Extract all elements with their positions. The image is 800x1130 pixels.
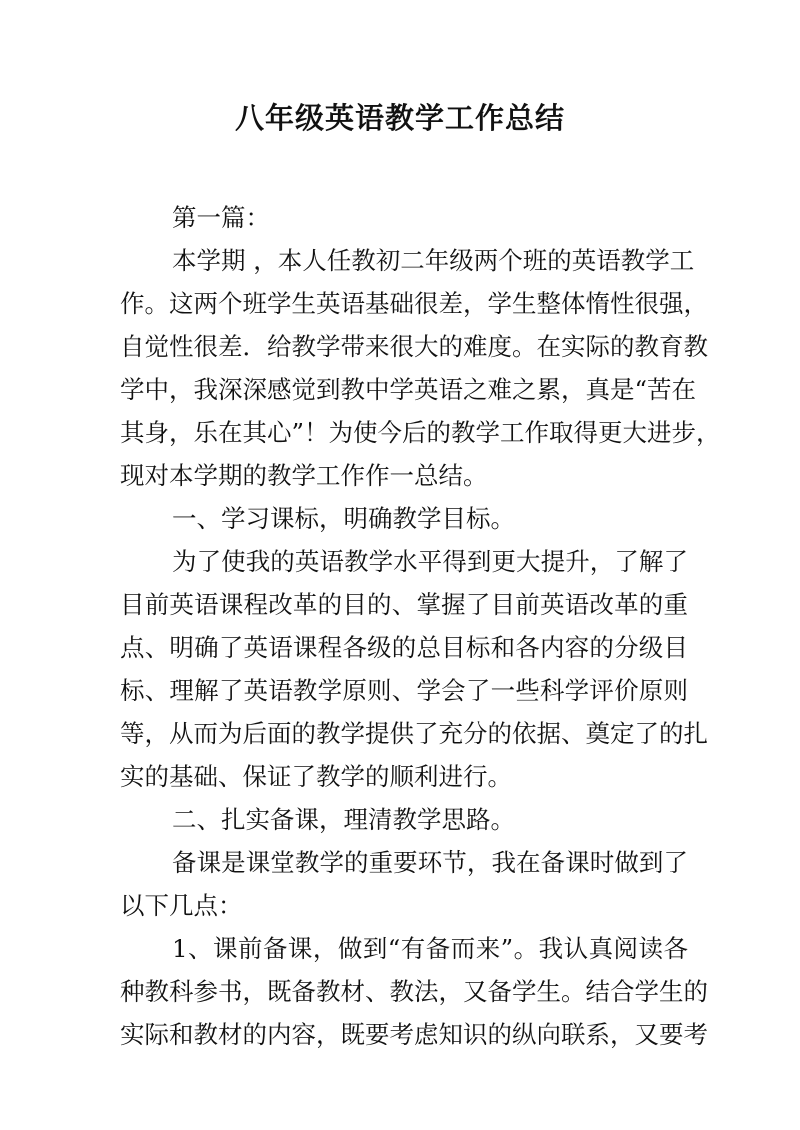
page-title: 八年级英语教学工作总结 [234, 101, 565, 135]
text-line: 备课是课堂教学的重要环节，我在备课时做到了 [172, 848, 688, 877]
text-line: 为了使我的英语教学水平得到更大提升，了解了 [172, 547, 688, 576]
section-heading: 二、扎实备课，理清教学思路。 [172, 805, 515, 834]
text-line: 现对本学期的教学工作作一总结。 [120, 461, 488, 490]
text-line: 实际和教材的内容，既要考虑知识的纵向联系，又要考 [120, 1020, 708, 1049]
text-line: 1、课前备课，做到“有备而来”。我认真阅读各 [172, 934, 688, 963]
text-line: 本学期 ，本人任教初二年级两个班的英语教学工 [172, 246, 695, 275]
document-body [120, 196, 721, 1056]
text-line: 标、理解了英语教学原则、学会了一些科学评价原则 [120, 676, 688, 705]
text-line: 作。这两个班学生英语基础很差，学生整体惰性很强， [120, 289, 708, 318]
text-line: 实的基础、保证了教学的顺利进行。 [120, 762, 512, 791]
text-line: 目前英语课程改革的目的、掌握了目前英语改革的重 [120, 590, 688, 619]
text-line: 以下几点： [120, 891, 243, 920]
text-line: 学中，我深深感觉到教中学英语之难之累，真是“苦在 [120, 375, 697, 404]
text-line: 等，从而为后面的教学提供了充分的依据、奠定了的扎 [120, 719, 708, 748]
section-heading: 一、学习课标，明确教学目标。 [172, 504, 515, 533]
text-line: 点、明确了英语课程各级的总目标和各内容的分级目 [120, 633, 688, 662]
text-line: 自觉性很差．给教学带来很大的难度。在实际的教育教 [120, 332, 708, 361]
text-line: 种教科参书，既备教材、教法，又备学生。结合学生的 [120, 977, 708, 1006]
text-line: 第一篇： [172, 203, 270, 232]
text-line: 其身，乐在其心”！为使今后的教学工作取得更大进步， [120, 418, 721, 447]
